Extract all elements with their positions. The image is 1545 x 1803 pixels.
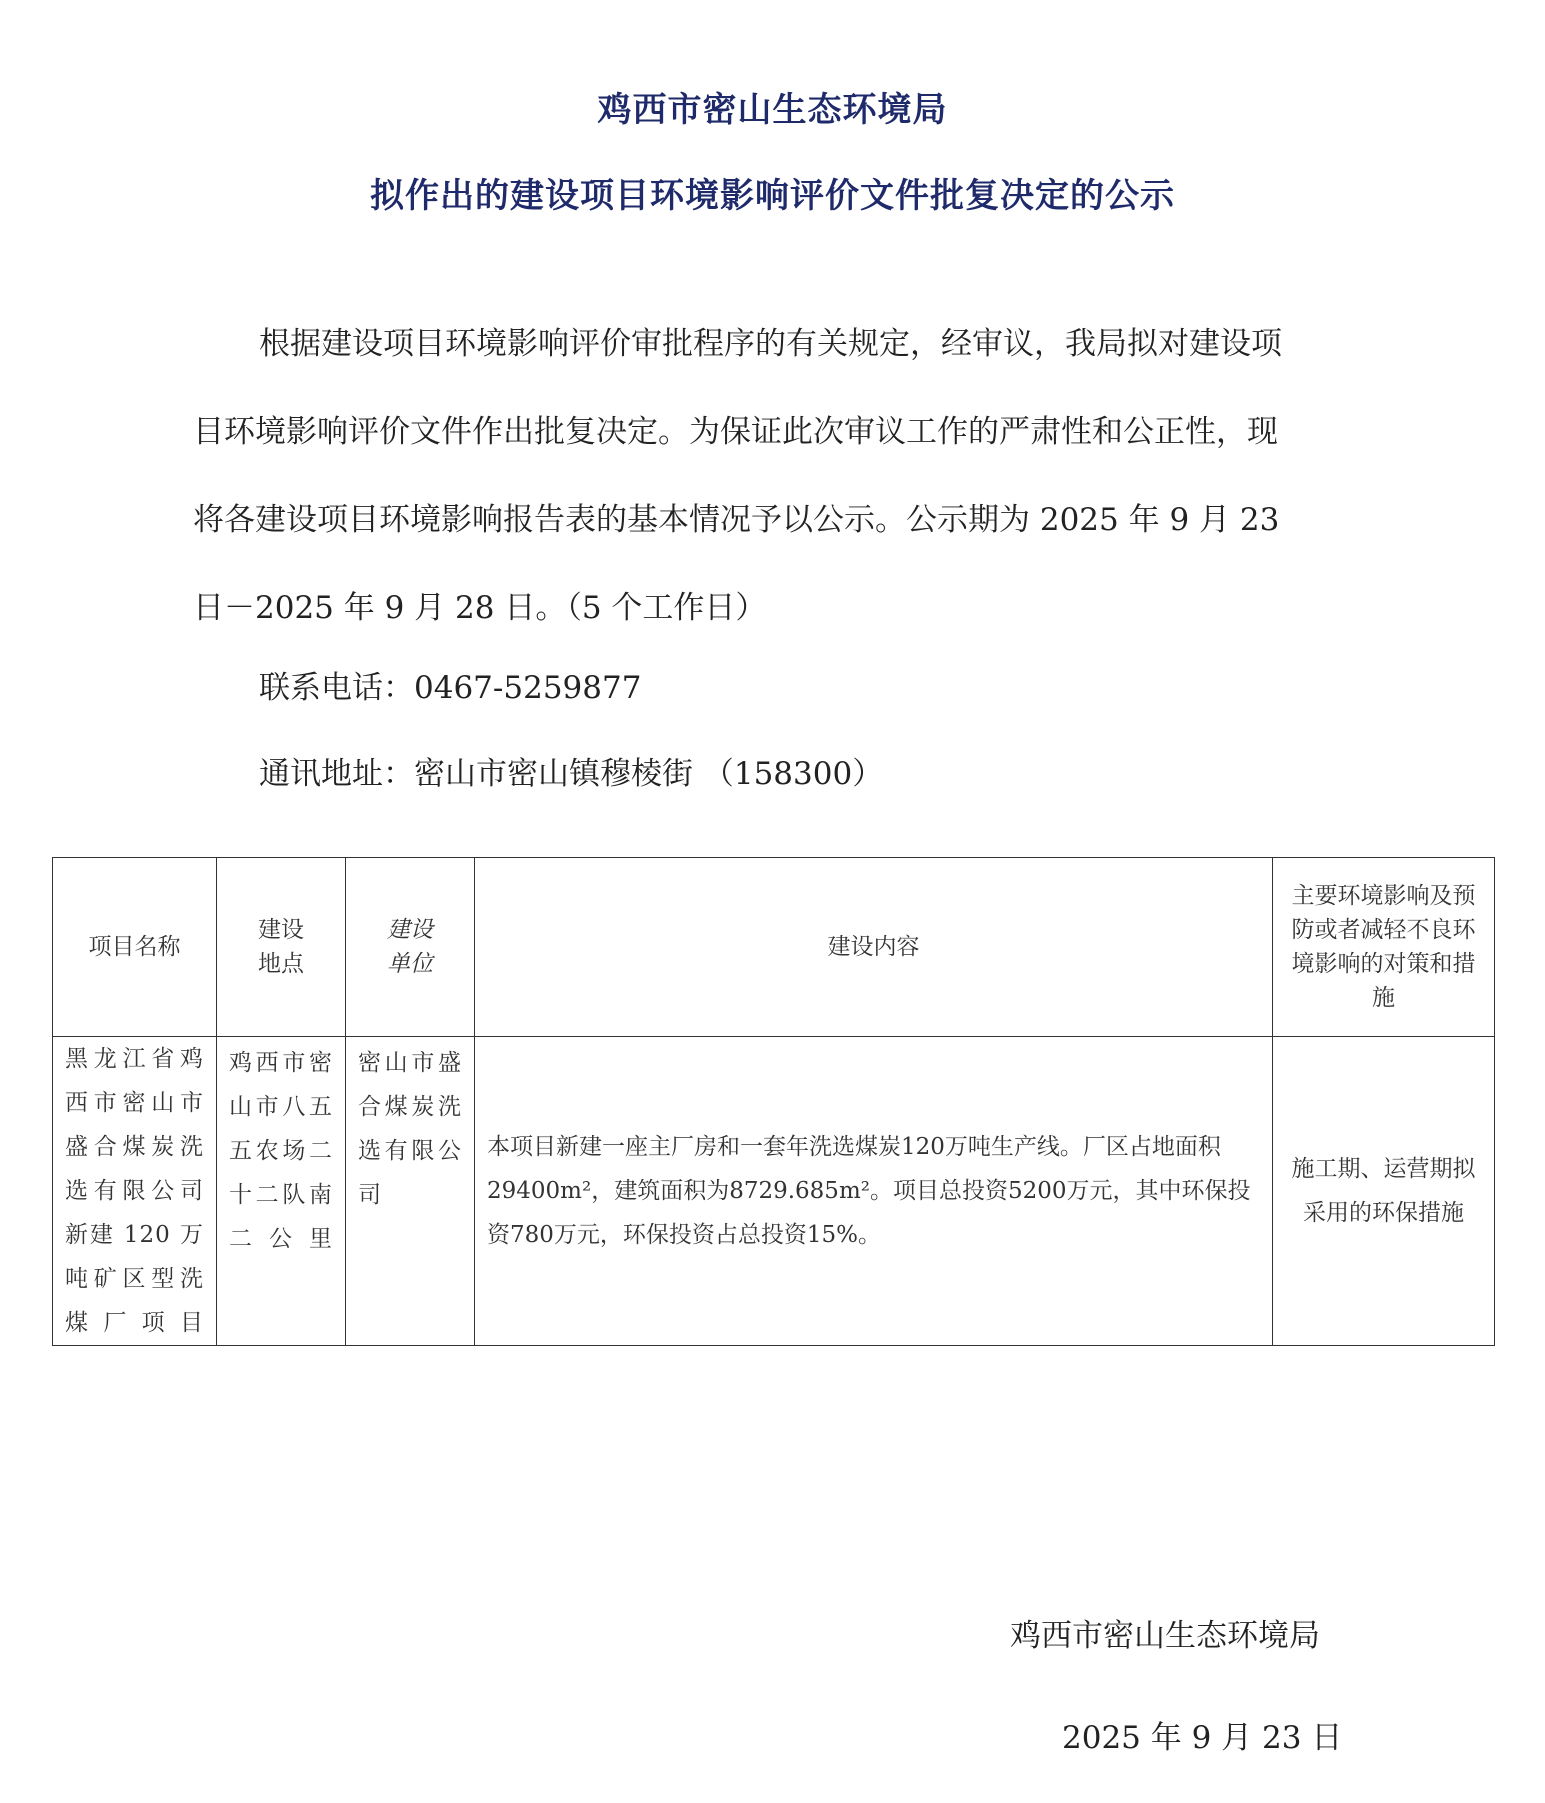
cell-project-name: 黑龙江省鸡西市密山市盛合煤炭洗选有限公司新建 120 万吨矿区型洗煤厂项目 [53,1037,217,1346]
intro-line: 根据建设项目环境影响评价审批程序的有关规定，经审议，我局拟对建设项 [259,326,1282,362]
header-unit-text: 建设单位 [387,917,433,977]
header-unit [346,858,475,1037]
cell-content: 本项目新建一座主厂房和一套年洗选煤炭120万吨生产线。厂区占地面积29400m²，建筑面积为8729.685m²。项目总投资5200万元，其中环保投资780万元，环保投资占总投资15%。 [475,1037,1273,1346]
contact-address: 通讯地址：密山市密山镇穆棱街 （158300） [259,756,884,792]
cell-location: 鸡西市密山市八五五农场二十二队南二公里 [217,1037,346,1346]
signature-org: 鸡西市密山生态环境局 [1010,1618,1320,1654]
header-location [217,858,346,1037]
contact-phone: 联系电话：0467-5259877 [259,670,642,706]
header-content: 建设内容 [475,858,1273,1037]
header-project-name: 项目名称 [53,858,217,1037]
intro-line: 目环境影响评价文件作出批复决定。为保证此次审议工作的严肃性和公正性，现 [193,414,1278,450]
intro-paragraph [193,300,1353,652]
table-row [53,1037,1495,1346]
agency-title: 鸡西市密山生态环境局 [597,90,948,130]
header-location-text: 建设地点 [258,917,304,977]
signature-date: 2025 年 9 月 23 日 [1062,1720,1343,1756]
intro-line: 日－2025 年 9 月 28 日。（5 个工作日） [193,590,767,626]
project-table [52,857,1495,1346]
header-measures: 主要环境影响及预防或者减轻不良环境影响的对策和措施 [1273,858,1495,1037]
intro-line: 将各建设项目环境影响报告表的基本情况予以公示。公示期为 2025 年 9 月 23 [193,502,1280,538]
table-header-row [53,858,1495,1037]
notice-title: 拟作出的建设项目环境影响评价文件批复决定的公示 [370,176,1175,216]
cell-measures: 施工期、运营期拟采用的环保措施 [1273,1037,1495,1346]
cell-unit: 密山市盛合煤炭洗选有限公司 [346,1037,475,1346]
